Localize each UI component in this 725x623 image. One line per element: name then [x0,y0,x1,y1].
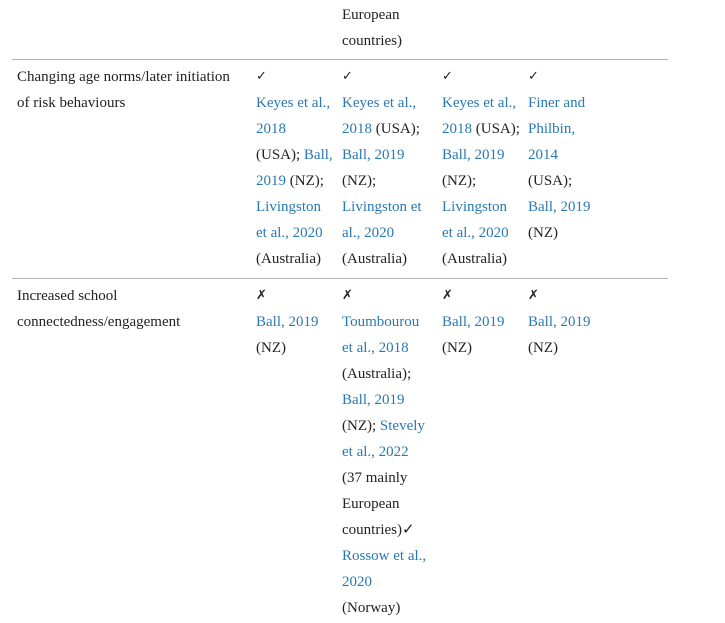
citation-text: (NZ); [342,418,380,434]
evidence-cell [528,64,618,246]
citation-link[interactable]: et al., 2020 [256,225,323,241]
citation-line [528,90,618,116]
citation-line [528,142,618,168]
citation-text: (NZ); [286,173,324,189]
citation-line [442,246,526,272]
citation-link[interactable]: Ball, 2019 [342,392,405,408]
citation-text: (Norway) [342,600,401,616]
citation-line [342,194,438,220]
citation-line [528,309,618,335]
citation-link[interactable]: Stevely [379,418,425,434]
citation-link[interactable]: Livingston [442,199,508,215]
citation-text: (37 mainly [342,470,408,486]
citation-line [342,569,438,595]
citation-text: (NZ) [528,340,558,356]
citation-line [342,595,438,621]
citation-link[interactable]: Ball, 2019 [442,314,505,330]
checkmark-icon: ✓ [528,69,539,84]
cross-mark-icon: ✗ [528,288,539,303]
fragment-line: countries) [342,33,402,49]
citation-line [342,246,438,272]
citation-line [528,116,618,142]
citation-text: (Australia) [442,251,507,267]
citation-line [342,90,438,116]
citation-line [256,246,340,272]
row-label-line: connectedness/engagement [17,314,181,330]
citation-text: (NZ) [528,225,558,241]
citation-link[interactable]: 2020 [342,574,372,590]
row-divider [12,278,668,279]
evidence-cell [256,283,340,361]
citation-link[interactable]: Ball, 2019 [442,147,505,163]
citation-link[interactable]: Rossow et al., [342,548,427,564]
evidence-cell [442,283,526,361]
citation-line [442,116,526,142]
citation-link[interactable]: et al., 2018 [342,340,409,356]
citation-line [528,335,618,361]
citation-line [442,309,526,335]
citation-link[interactable]: 2014 [528,147,558,163]
citation-line [442,168,526,194]
row-label-school-connectedness [17,283,252,335]
citation-text: (NZ) [256,340,286,356]
checkmark-icon: ✓ [342,69,353,84]
citation-line [256,194,340,220]
row-label-line: Increased school [17,288,118,304]
citation-link[interactable]: Ball, 2019 [528,314,591,330]
checkmark-icon: ✓ [442,69,453,84]
row-label-line: of risk behaviours [17,95,126,111]
row-label-line: Changing age norms/later initiation [17,69,230,85]
citation-link[interactable]: Ball, 2019 [342,147,405,163]
citation-line [256,116,340,142]
citation-link[interactable]: et al., 2022 [342,444,409,460]
evidence-cell [256,64,340,272]
citation-line [342,465,438,491]
citation-line [256,220,340,246]
citation-line [442,220,526,246]
citation-line [342,168,438,194]
citation-link[interactable]: 2019 [256,173,286,189]
citation-link[interactable]: Keyes et al., [342,95,417,111]
citation-link[interactable]: al., 2020 [342,225,395,241]
citation-line [528,168,618,194]
citation-line [442,194,526,220]
checkmark-icon: ✓ [256,69,267,84]
citation-line [256,168,340,194]
citation-line [342,361,438,387]
citation-text: (NZ); [442,173,477,189]
citation-line [342,335,438,361]
citation-link[interactable]: Ball, [303,147,333,163]
citation-link[interactable]: Keyes et al., [442,95,517,111]
cross-mark-icon: ✗ [442,288,453,303]
citation-link[interactable]: Keyes et al., [256,95,331,111]
evidence-cell [442,64,526,272]
citation-line [442,335,526,361]
citation-line [342,142,438,168]
citation-line [342,309,438,335]
citation-link[interactable]: 2018 [342,121,372,137]
citation-line [256,90,340,116]
citation-link[interactable]: Philbin, [528,121,576,137]
citation-text: (USA); [256,147,304,163]
row-label-age-norms [17,64,252,116]
citation-line [256,309,340,335]
citation-link[interactable]: Finer and [528,95,586,111]
citation-line [442,90,526,116]
evidence-cell [342,283,438,621]
citation-link[interactable]: Livingston et [342,199,422,215]
citation-text: (NZ); [342,173,377,189]
citation-text: European [342,496,400,512]
citation-text: (Australia); [342,366,412,382]
previous-row-fragment [342,2,438,54]
citation-link[interactable]: Ball, 2019 [528,199,591,215]
citation-line [342,517,438,543]
citation-text: (Australia) [256,251,321,267]
fragment-line: European [342,7,400,23]
citation-text: (USA); [372,121,420,137]
citation-line [342,116,438,142]
citation-link[interactable]: 2018 [256,121,286,137]
citation-line [256,335,340,361]
citation-link[interactable]: 2018 [442,121,472,137]
citation-text: (USA); [528,173,573,189]
citation-line [342,491,438,517]
citation-line [342,439,438,465]
citation-link[interactable]: Toumbourou [342,314,420,330]
citation-line [342,220,438,246]
citation-link[interactable]: Livingston [256,199,322,215]
citation-text: (Australia) [342,251,407,267]
citation-text: countries)✓ [342,522,415,538]
evidence-cell [342,64,438,272]
citation-text: (USA); [472,121,520,137]
citation-line [442,142,526,168]
cross-mark-icon: ✗ [256,288,267,303]
citation-line [528,194,618,220]
citation-line [528,220,618,246]
evidence-cell [528,283,618,361]
citation-line [342,413,438,439]
citation-link[interactable]: et al., 2020 [442,225,509,241]
citation-line [342,387,438,413]
citation-line [342,543,438,569]
citation-text: (NZ) [442,340,472,356]
row-divider [12,59,668,60]
cross-mark-icon: ✗ [342,288,353,303]
citation-line [256,142,340,168]
citation-link[interactable]: Ball, 2019 [256,314,319,330]
